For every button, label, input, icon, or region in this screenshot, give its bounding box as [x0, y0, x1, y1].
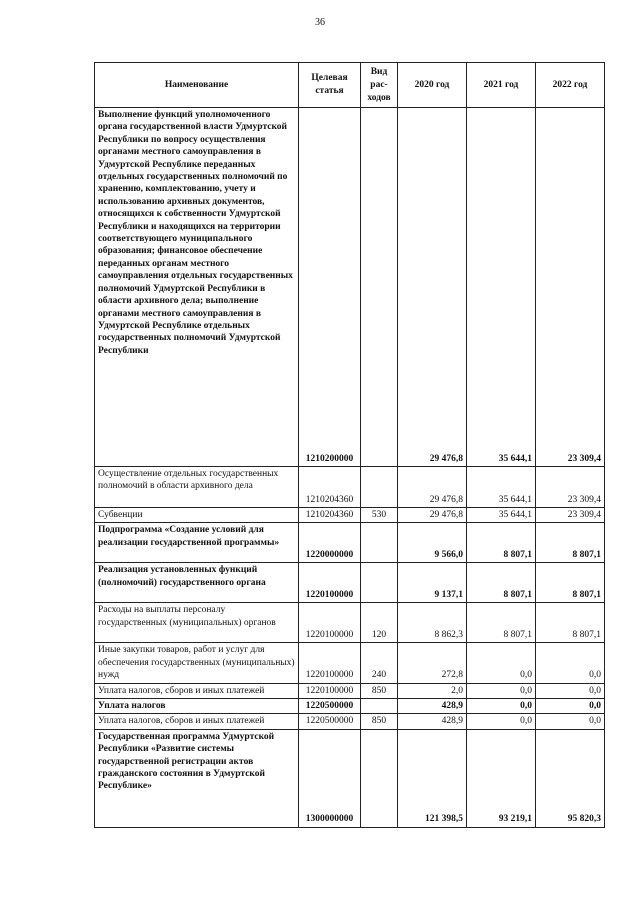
row-value-2021: 35 644,1	[467, 508, 536, 523]
row-value-2022: 0,0	[536, 699, 605, 714]
row-expense-kind: 850	[361, 683, 398, 698]
table-row	[95, 643, 605, 683]
table-row	[95, 714, 605, 729]
row-value-2021: 8 807,1	[467, 523, 536, 563]
row-expense-kind	[361, 699, 398, 714]
row-expense-kind	[361, 729, 398, 827]
row-value-2020: 2,0	[398, 683, 467, 698]
row-value-2021: 93 219,1	[467, 729, 536, 827]
row-expense-kind: 240	[361, 643, 398, 683]
row-target-code: 1210200000	[299, 108, 361, 467]
row-value-2020: 9 137,1	[398, 563, 467, 603]
row-value-2021: 8 807,1	[467, 563, 536, 603]
row-value-2022: 95 820,3	[536, 729, 605, 827]
row-expense-kind: 120	[361, 603, 398, 643]
row-target-code: 1220100000	[299, 643, 361, 683]
table-row	[95, 603, 605, 643]
row-value-2021: 0,0	[467, 699, 536, 714]
row-target-code: 1220100000	[299, 603, 361, 643]
row-value-2020: 29 476,8	[398, 108, 467, 467]
table-row	[95, 563, 605, 603]
row-target-code: 1210204360	[299, 467, 361, 508]
row-value-2020: 428,9	[398, 714, 467, 729]
row-value-2022: 8 807,1	[536, 523, 605, 563]
row-expense-kind: 530	[361, 508, 398, 523]
row-value-2022: 0,0	[536, 683, 605, 698]
row-name: Государственная программа Удмуртской Республики «Развитие системы государственной регистрации актов гражданского состояния в Удмуртской Республике»	[95, 729, 299, 827]
row-expense-kind	[361, 563, 398, 603]
row-value-2021: 35 644,1	[467, 467, 536, 508]
row-expense-kind	[361, 523, 398, 563]
row-value-2020: 29 476,8	[398, 508, 467, 523]
header-2022: 2022 год	[536, 63, 605, 108]
row-value-2022: 0,0	[536, 714, 605, 729]
row-value-2020: 428,9	[398, 699, 467, 714]
row-target-code: 1220000000	[299, 523, 361, 563]
row-target-code: 1220100000	[299, 563, 361, 603]
row-value-2020: 8 862,3	[398, 603, 467, 643]
row-name: Уплата налогов	[95, 699, 299, 714]
row-value-2022: 23 309,4	[536, 108, 605, 467]
table-row	[95, 508, 605, 523]
row-name: Осуществление отдельных государственных полномочий в области архивного дела	[95, 467, 299, 508]
row-target-code: 1220500000	[299, 699, 361, 714]
row-value-2021: 35 644,1	[467, 108, 536, 467]
row-value-2020: 121 398,5	[398, 729, 467, 827]
row-value-2021: 8 807,1	[467, 603, 536, 643]
row-name: Расходы на выплаты персоналу государственных (муниципальных) органов	[95, 603, 299, 643]
row-target-code: 1220100000	[299, 683, 361, 698]
row-value-2022: 23 309,4	[536, 467, 605, 508]
row-value-2022: 8 807,1	[536, 563, 605, 603]
row-name: Выполнение функций уполномоченного органа государственной власти Удмуртской Республики по вопросу осуществления органами местного самоуправления в Удмуртской Республике переданных отдельных государственных полномочий по хранению, комплектованию, учету и использованию архивных документов, относящихся к собственности Удмуртской Республики и находящихся на территории соответствующего муниципального образования; финансовое обеспечение переданных органам местного самоуправления отдельных государственных полномочий Удмуртской Республики в области архивного дела; выполнение органами местного самоуправления в Удмуртской Республике отдельных государственных полномочий Удмуртской Республики	[95, 108, 299, 467]
row-expense-kind: 850	[361, 714, 398, 729]
table-header-row	[95, 63, 605, 108]
header-expense-kind: Вид рас-ходов	[361, 63, 398, 108]
budget-table	[94, 62, 605, 828]
row-value-2021: 0,0	[467, 683, 536, 698]
row-value-2020: 29 476,8	[398, 467, 467, 508]
row-value-2022: 23 309,4	[536, 508, 605, 523]
table-row	[95, 523, 605, 563]
table-row	[95, 683, 605, 698]
table-row	[95, 699, 605, 714]
row-target-code: 1220500000	[299, 714, 361, 729]
row-value-2021: 0,0	[467, 714, 536, 729]
row-name: Подпрограмма «Создание условий для реализации государственной программы»	[95, 523, 299, 563]
row-expense-kind	[361, 467, 398, 508]
header-2021: 2021 год	[467, 63, 536, 108]
row-target-code: 1210204360	[299, 508, 361, 523]
header-target-article: Целевая статья	[299, 63, 361, 108]
header-2020: 2020 год	[398, 63, 467, 108]
row-value-2022: 8 807,1	[536, 603, 605, 643]
table-row	[95, 108, 605, 467]
row-name: Субвенции	[95, 508, 299, 523]
table-row	[95, 729, 605, 827]
row-target-code: 1300000000	[299, 729, 361, 827]
row-value-2020: 272,8	[398, 643, 467, 683]
row-expense-kind	[361, 108, 398, 467]
table-row	[95, 467, 605, 508]
row-value-2022: 0,0	[536, 643, 605, 683]
row-value-2021: 0,0	[467, 643, 536, 683]
row-name: Реализация установленных функций (полномочий) государственного органа	[95, 563, 299, 603]
row-name: Уплата налогов, сборов и иных платежей	[95, 714, 299, 729]
row-value-2020: 9 566,0	[398, 523, 467, 563]
header-name: Наименование	[95, 63, 299, 108]
row-name: Иные закупки товаров, работ и услуг для обеспечения государственных (муниципальных) нужд	[95, 643, 299, 683]
row-name: Уплата налогов, сборов и иных платежей	[95, 683, 299, 698]
page-number: 36	[315, 17, 325, 28]
